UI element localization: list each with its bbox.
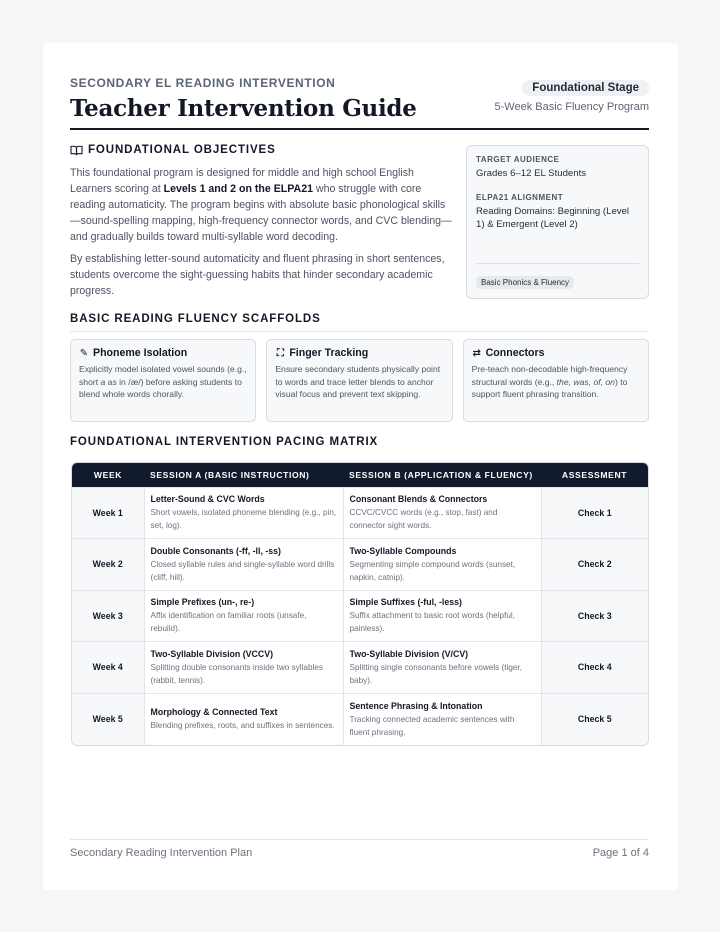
program-subtitle: 5-Week Basic Fluency Program [494,101,649,113]
scaffold-card-body: Explicitly model isolated vowel sounds (e.g., short a as in /æ/) before asking students to blend whole words chorally. [79,364,247,399]
scaffold-card-body: Ensure secondary students physically point to words and trace letter blends to anchor visual focus and prevent text skipping. [275,364,441,399]
audience-card [466,145,649,299]
matrix-heading: FOUNDATIONAL INTERVENTION PACING MATRIX [70,436,379,448]
scaffolds-heading: BASIC READING FLUENCY SCAFFOLDS [70,313,321,325]
week-cell: Week 1 [72,487,144,539]
table-row [72,590,648,642]
week-cell: Week 4 [72,642,144,694]
week-cell: Week 2 [72,539,144,591]
session-a-cell: Letter-Sound & CVC Words Short vowels, isolated phoneme blending (e.g., pin, set, log). [144,487,343,539]
assessment-cell: Check 5 [541,693,648,745]
pacing-matrix [71,462,649,746]
document-title: Teacher Intervention Guide [70,95,417,122]
session-a-cell: Simple Prefixes (un-, re-) Affix identification on familiar roots (unsafe, rebuild). [144,590,343,642]
page-number: Page 1 of 4 [592,847,649,859]
audience-value: Grades 6–12 EL Students [476,168,587,179]
document-page [43,43,678,890]
week-cell: Week 3 [72,590,144,642]
focus-tag: Basic Phonics & Fluency [476,276,574,289]
card-divider [476,263,639,264]
column-header-session-a: SESSION A (BASIC INSTRUCTION) [144,463,343,487]
matrix-header-row [72,463,648,487]
assessment-cell: Check 2 [541,539,648,591]
assessment-cell: Check 3 [541,590,648,642]
objectives-paragraph-2: By establishing letter-sound automaticity and fluent phrasing in short sentences, students overcome the sight-guessing habits that hinder secondary academic progress. [70,253,445,297]
alignment-value: Reading Domains: Beginning (Level 1) & Emergent (Level 2) [476,205,630,230]
alignment-label: ELPA21 ALIGNMENT [476,192,564,202]
objectives-heading-text: FOUNDATIONAL OBJECTIVES [88,144,276,156]
objectives-heading [70,144,276,156]
week-cell: Week 5 [72,693,144,745]
scaffold-cards [70,339,649,422]
session-b-cell: Sentence Phrasing & Intonation Tracking connected academic sentences with fluent phrasing. [343,693,541,745]
table-row [72,642,648,694]
session-a-cell: Double Consonants (-ff, -ll, -ss) Closed syllable rules and single-syllable word drills (cliff, hill). [144,539,343,591]
focus-frame-icon: ⛶ [276,347,284,359]
session-b-cell: Two-Syllable Division (V/CV) Splitting single consonants before vowels (tiger, baby). [343,642,541,694]
table-row [72,693,648,745]
pencil-icon: ✎ [79,347,89,359]
swap-arrows-icon: ⇄ [472,347,481,359]
scaffold-card-connectors [463,339,649,422]
session-b-cell: Consonant Blends & Connectors CCVC/CVCC words (e.g., stop, fast) and connector sight words. [343,487,541,539]
assessment-cell: Check 4 [541,642,648,694]
scaffold-card-title: Finger Tracking [289,347,369,359]
session-b-cell: Two-Syllable Compounds Segmenting simple compound words (sunset, napkin, catnip). [343,539,541,591]
column-header-week: WEEK [72,463,144,487]
scaffold-card-tracking [266,339,452,422]
table-row [72,539,648,591]
column-header-session-b: SESSION B (APPLICATION & FLUENCY) [343,463,541,487]
session-a-cell: Morphology & Connected Text Blending prefixes, roots, and suffixes in sentences. [144,693,343,745]
document-eyebrow: SECONDARY EL READING INTERVENTION [70,76,336,90]
scaffold-card-phoneme [70,339,256,422]
scaffold-card-title: Connectors [485,347,545,359]
book-icon [70,145,83,156]
scaffolds-divider [70,331,649,332]
column-header-assessment: ASSESSMENT [541,463,648,487]
stage-badge: Foundational Stage [522,80,649,96]
footer-document-name: Secondary Reading Intervention Plan [70,847,253,859]
assessment-cell: Check 1 [541,487,648,539]
header-divider [70,128,649,130]
scaffold-card-title: Phoneme Isolation [93,347,188,359]
session-a-cell: Two-Syllable Division (VCCV) Splitting double consonants inside two syllables (rabbit, tennis). [144,642,343,694]
objectives-paragraph-1: This foundational program is designed for middle and high school English Learners scoring at Levels 1 and 2 on the ELPA21 who struggle with core reading automaticity. The program begins with absolute basic phonological skills—sound-spelling mapping, high-frequency connector words, and CVC blending—and gradually builds toward multi-syllable word decoding. [70,167,452,243]
audience-label: TARGET AUDIENCE [476,155,560,164]
footer-divider [70,839,649,840]
session-b-cell: Simple Suffixes (-ful, -less) Suffix attachment to basic root words (helpful, painless). [343,590,541,642]
scaffold-card-body: Pre-teach non-decodable high-frequency structural words (e.g., the, was, of, on) to support fluent phrasing transition. [471,364,628,399]
objectives-text [70,165,454,305]
table-row [72,487,648,539]
